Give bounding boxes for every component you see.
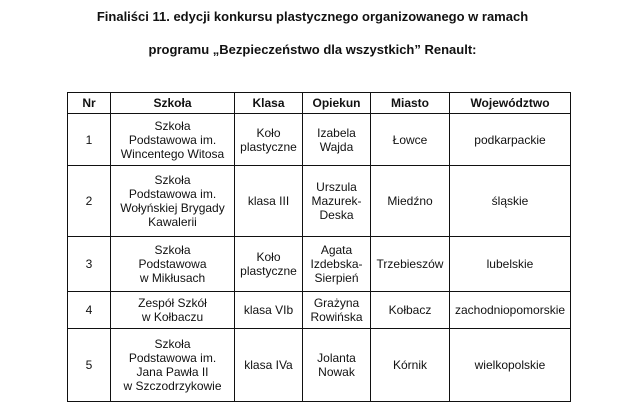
cell-line: Jana Pawła II [136,365,209,379]
cell-wojewodztwo: podkarpackie [450,114,571,166]
cell-line: w Mikłusach [139,271,206,285]
cell-line: Szkoła [154,337,191,351]
cell-wojewodztwo: lubelskie [450,237,571,292]
cell-line: Podstawowa im. [128,132,217,147]
cell-opiekun [303,237,371,292]
cell-klasa [235,329,303,402]
cell-opiekun [303,114,371,166]
cell-klasa [235,166,303,237]
cell-opiekun [303,166,371,237]
cell-line: Podstawowa im. [128,187,217,201]
cell-line: plastyczne [240,264,297,278]
header-nr: Nr [68,93,111,114]
cell-line: Wołyńskiej Brygady [120,201,225,215]
cell-miasto: Miedźno [371,166,450,237]
cell-line: Nowak [318,365,355,379]
cell-line: Koło [256,125,281,140]
cell-line: Agata [320,243,353,257]
cell-nr: 1 [68,114,111,166]
cell-line: Izdebska- [310,257,363,271]
header-miasto: Miasto [371,93,450,114]
cell-line: klasa III [247,194,290,208]
finalists-table [67,92,571,402]
cell-klasa [235,292,303,329]
table-row [68,329,571,402]
cell-line: Mazurek- [311,194,362,208]
cell-line: Wajda [319,139,354,154]
cell-klasa [235,114,303,166]
cell-line: Podstawowa im. [128,351,217,365]
cell-miasto: Kołbacz [371,292,450,329]
cell-line: Rowińska [310,310,363,324]
cell-miasto: Kórnik [371,329,450,402]
cell-line: Sierpień [314,271,359,285]
table-row [68,237,571,292]
cell-line: w Szczodrzykowie [123,379,222,393]
cell-line: Urszula [316,180,357,194]
cell-line: Zespół Szkół [138,296,207,310]
table-header-row [68,93,571,114]
cell-line: Podstawowa [138,257,207,271]
cell-wojewodztwo: wielkopolskie [450,329,571,402]
cell-nr: 4 [68,292,111,329]
cell-opiekun [303,292,371,329]
table-row [68,292,571,329]
cell-line: Jolanta [317,351,356,365]
cell-line: klasa VIb [243,303,294,317]
cell-szkola [111,166,235,237]
document-title-line-1: Finaliści 11. edycji konkursu plastycznego organizowanego w ramach [96,9,529,24]
table-row [68,114,571,166]
cell-nr: 3 [68,237,111,292]
cell-line: Szkoła [154,118,191,133]
cell-line: plastyczne [240,139,297,154]
cell-line: Wincentego Witosa [120,146,225,161]
cell-wojewodztwo: śląskie [450,166,571,237]
cell-line: Szkoła [154,243,191,257]
cell-line: Grażyna [313,296,360,310]
header-wojewodztwo: Województwo [450,93,571,114]
cell-line: Kawalerii [148,215,197,229]
cell-szkola [111,292,235,329]
cell-miasto: Trzebieszów [371,237,450,292]
cell-line: Koło [256,250,281,264]
cell-line: Izabela [317,125,356,140]
cell-line: Deska [319,208,354,222]
cell-klasa [235,237,303,292]
header-opiekun: Opiekun [303,93,371,114]
cell-opiekun [303,329,371,402]
cell-miasto: Łowce [371,114,450,166]
document-title-line-2: programu „Bezpieczeństwo dla wszystkich” Renault: [148,42,477,57]
header-klasa: Klasa [235,93,303,114]
cell-line: w Kołbaczu [141,310,204,324]
cell-szkola [111,114,235,166]
cell-szkola [111,329,235,402]
cell-wojewodztwo: zachodniopomorskie [450,292,571,329]
table-row [68,166,571,237]
cell-line: klasa IVa [244,358,293,372]
cell-line: Szkoła [154,173,191,187]
cell-nr: 2 [68,166,111,237]
cell-nr: 5 [68,329,111,402]
cell-szkola [111,237,235,292]
header-szkola: Szkoła [111,93,235,114]
